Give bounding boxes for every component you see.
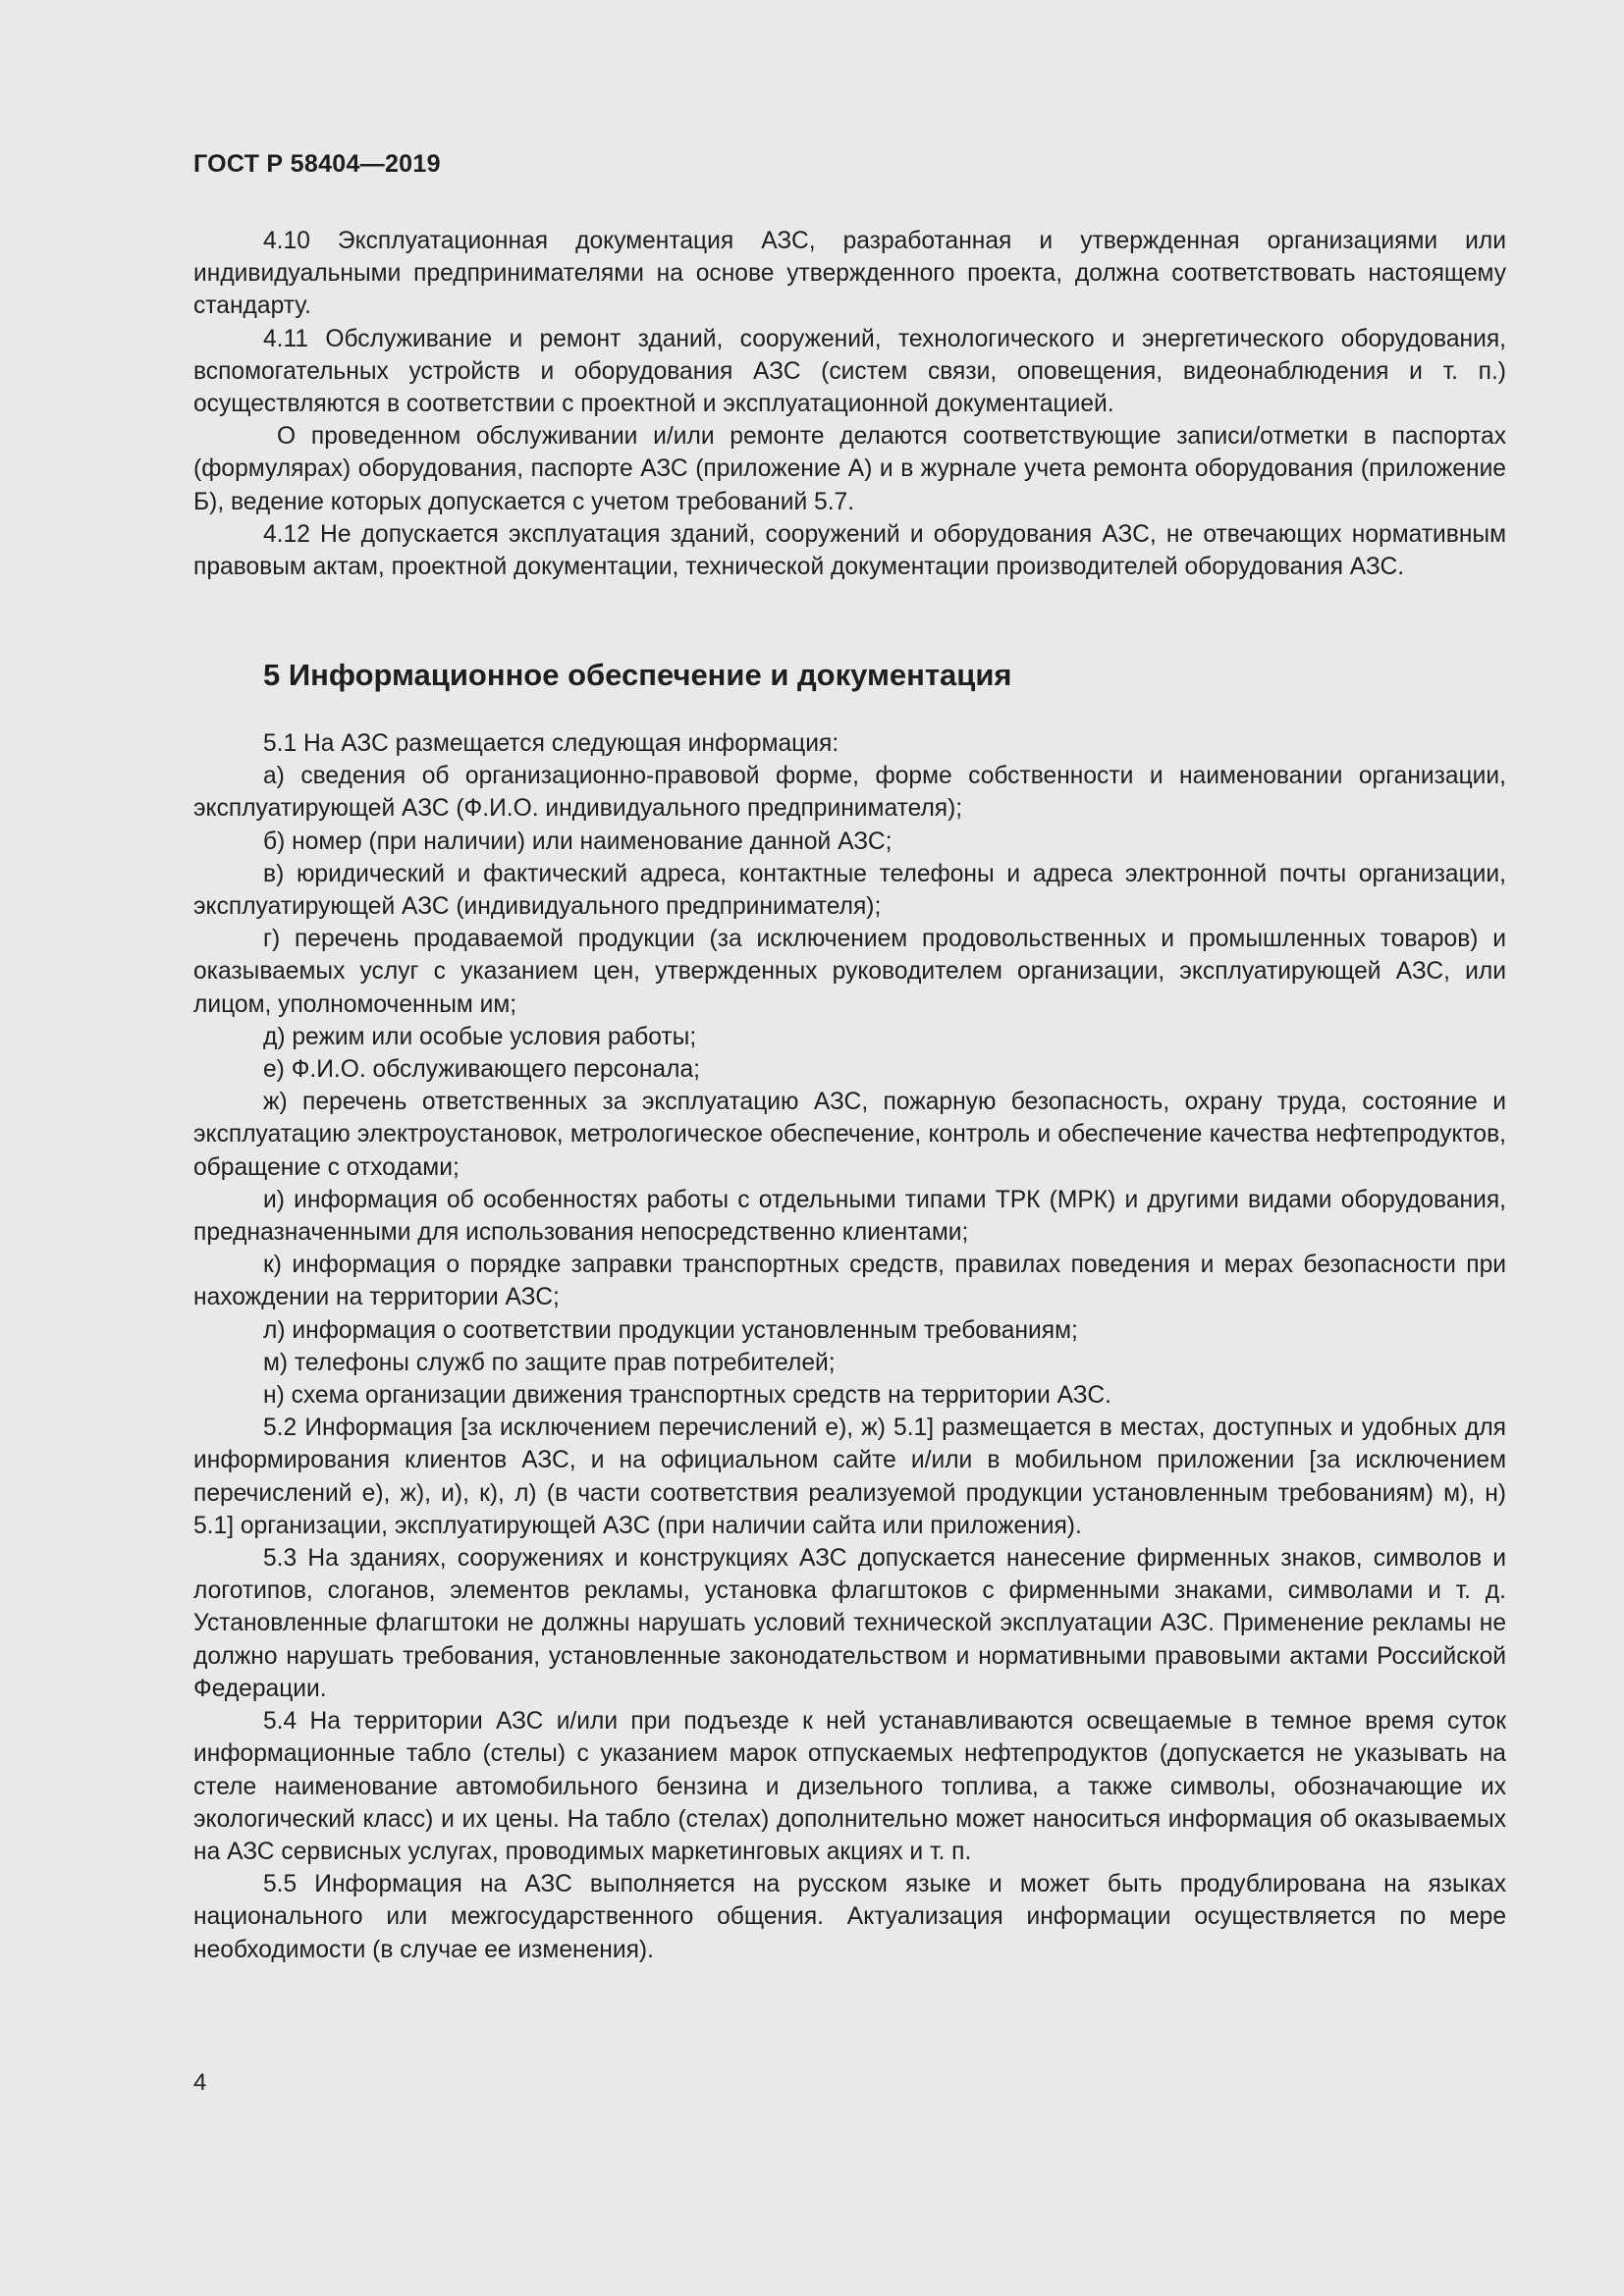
list-item-m: м) телефоны служб по защите прав потребителей; <box>263 1349 836 1376</box>
paragraph-4-11: 4.11 Обслуживание и ремонт зданий, сооружений, технологического и энергетического оборудования, вспомогательных устройств и оборудования АЗС (систем связи, оповещения, видеонаблюдения и т. п.) осуществляются в соответствии с проектной и эксплуатационной документацией. <box>193 325 1506 418</box>
list-item-n: н) схема организации движения транспортных средств на территории АЗС. <box>263 1382 1111 1410</box>
section-5-title: 5 Информационное обеспечение и документация <box>263 658 1012 692</box>
paragraph-4-10: 4.10 Эксплуатационная документация АЗС, разработанная и утвержденная организациями или индивидуальными предпринимателями на основе утвержденного проекта, должна соответствовать настоящему стандарту. <box>193 228 1506 320</box>
paragraph-5-4: 5.4 На территории АЗС и/или при подъезде к ней устанавливаются освещаемые в темное время суток информационные табло (стелы) с указанием марок отпускаемых нефтепродуктов (допускается не указывать на стеле наименование автомобильного бензина и дизельного топлива, а также символы, обозначающие их экологический класс) и их цены. На табло (стелах) дополнительно может наноситься информация об оказываемых на АЗС сервисных услугах, проводимых маркетинговых акциях и т. п. <box>193 1708 1506 1865</box>
list-item-i: и) информация об особенностях работы с отдельными типами ТРК (МРК) и другими видами оборудования, предназначенными для использования непосредственно клиентами; <box>193 1186 1506 1247</box>
paragraph-5-2: 5.2 Информация [за исключением перечислений е), ж) 5.1] размещается в местах, доступных и удобных для информирования клиентов АЗС, и на официальном сайте и/или в мобильном приложении [за исключением перечислений е), ж), и), к), л) (в части соответствия реализуемой продукции установленным требованиям) м), н) 5.1] организации, эксплуатирующей АЗС (при наличии сайта или приложения). <box>193 1415 1506 1539</box>
list-item-g: г) перечень продаваемой продукции (за исключением продовольственных и промышленных товаров) и оказываемых услуг с указанием цен, утвержденных руководителем организации, эксплуатирующей АЗС, или лицом, уполномоченным им; <box>193 926 1506 1018</box>
list-item-l: л) информация о соответствии продукции установленным требованиям; <box>263 1316 1078 1344</box>
paragraph-5-1: 5.1 На АЗС размещается следующая информация: <box>263 730 839 757</box>
paragraph-4-12: 4.12 Не допускается эксплуатация зданий, сооружений и оборудования АЗС, не отвечающих нормативным правовым актам, проектной документации, технической документации производителей оборудования АЗС. <box>193 520 1506 581</box>
list-item-d: д) режим или особые условия работы; <box>263 1023 697 1050</box>
page-number: 4 <box>193 2069 207 2096</box>
section-4-body <box>193 225 1506 583</box>
standard-designation: ГОСТ Р 58404—2019 <box>193 150 441 178</box>
section-5-body <box>193 727 1506 1966</box>
list-item-k: к) информация о порядке заправки транспортных средств, правилах поведения и мерах безопасности при нахождении на территории АЗС; <box>193 1252 1506 1311</box>
paragraph-5-5: 5.5 Информация на АЗС выполняется на русском языке и может быть продублирована на языках национального или межгосударственного общения. Актуализация информации осуществляется по мере необходимости (в случае ее изменения). <box>193 1871 1506 1963</box>
paragraph-5-3: 5.3 На зданиях, сооружениях и конструкциях АЗС допускается нанесение фирменных знаков, символов и логотипов, слоганов, элементов рекламы, установка флагштоков с фирменными знаками, символами и т. д. Установленные флагштоки не должны нарушать условий технической эксплуатации АЗС. Применение рекламы не должно нарушать требования, установленные законодательством и нормативными правовыми актами Российской Федерации. <box>193 1545 1506 1702</box>
list-item-e: е) Ф.И.О. обслуживающего персонала; <box>263 1056 700 1084</box>
list-item-v: в) юридический и фактический адреса, контактные телефоны и адреса электронной почты организации, эксплуатирующей АЗС (индивидуального предпринимателя); <box>193 860 1506 921</box>
list-item-b: б) номер (при наличии) или наименование данной АЗС; <box>263 828 893 855</box>
list-item-a: а) сведения об организационно-правовой форме, форме собственности и наименовании организации, эксплуатирующей АЗС (Ф.И.О. индивидуального предпринимателя); <box>193 763 1506 823</box>
list-item-zh: ж) перечень ответственных за эксплуатацию АЗС, пожарную безопасность, охрану труда, состояние и эксплуатацию электроустановок, метрологическое обеспечение, контроль и обеспечение качества нефтепродуктов, обращение с отходами; <box>193 1089 1506 1181</box>
paragraph-4-11-note: О проведенном обслуживании и/или ремонте делаются соответствующие записи/отметки в паспортах (формулярах) оборудования, паспорте АЗС (приложение А) и в журнале учета ремонта оборудования (приложение Б), ведение которых допускается с учетом требований 5.7. <box>193 423 1506 515</box>
